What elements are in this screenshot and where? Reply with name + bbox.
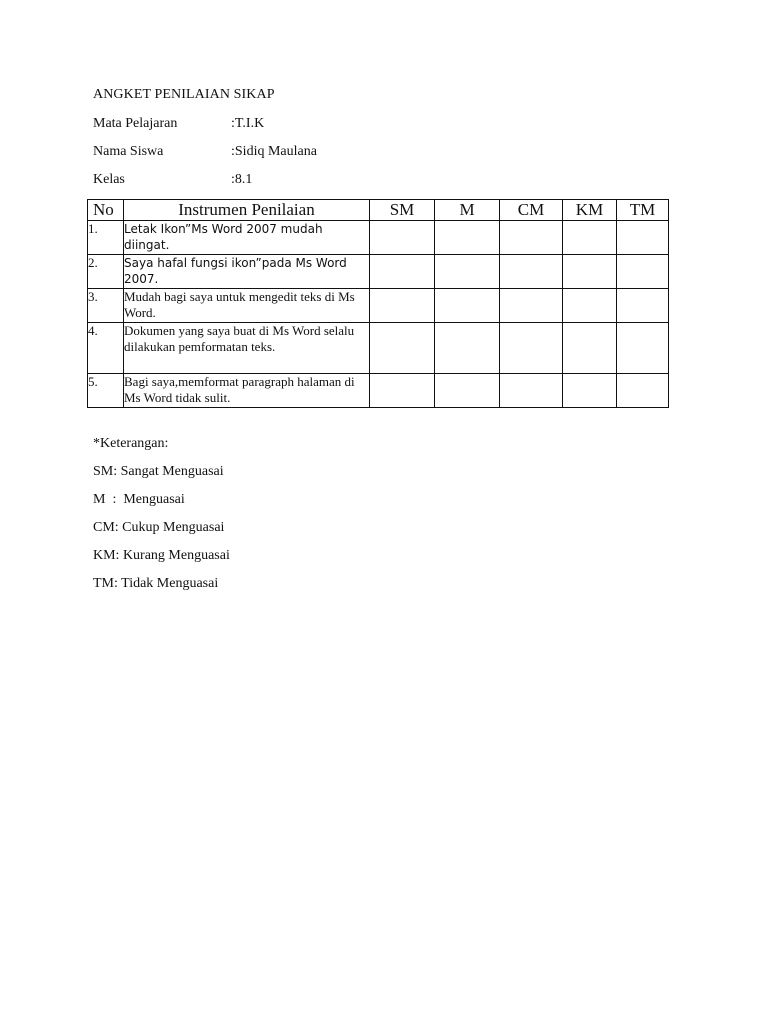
header-sm: SM [370,200,435,221]
rating-cell-km[interactable] [563,374,617,408]
row-number: 4. [88,323,124,374]
table-row [88,289,669,323]
rating-cell-m[interactable] [435,221,500,255]
row-statement: Bagi saya,memformat paragraph halaman di Ms Word tidak sulit. [124,374,370,408]
header-cm: CM [500,200,563,221]
meta-row-student-name [93,144,493,164]
header-km: KM [563,200,617,221]
row-statement: Saya hafal fungsi ikon”pada Ms Word 2007. [124,255,370,289]
rating-cell-m[interactable] [435,289,500,323]
rating-cell-km[interactable] [563,289,617,323]
row-number: 2. [88,255,124,289]
table-header-row [88,200,669,221]
rating-cell-km[interactable] [563,323,617,374]
legend-item-m: M : Menguasai [93,492,185,507]
meta-label: Kelas [93,172,125,187]
table-row [88,374,669,408]
assessment-table [87,199,669,408]
meta-label: Nama Siswa [93,144,164,159]
row-statement: Mudah bagi saya untuk mengedit teks di Ms Word. [124,289,370,323]
rating-cell-m[interactable] [435,255,500,289]
rating-cell-sm[interactable] [370,289,435,323]
header-no: No [88,200,124,221]
row-number: 1. [88,221,124,255]
rating-cell-cm[interactable] [500,255,563,289]
rating-cell-tm[interactable] [617,323,669,374]
row-number: 3. [88,289,124,323]
rating-cell-m[interactable] [435,323,500,374]
row-number: 5. [88,374,124,408]
rating-cell-cm[interactable] [500,221,563,255]
rating-cell-tm[interactable] [617,255,669,289]
row-statement: Dokumen yang saya buat di Ms Word selalu dilakukan pemformatan teks. [124,323,370,374]
rating-cell-sm[interactable] [370,255,435,289]
table-row [88,323,669,374]
rating-cell-km[interactable] [563,255,617,289]
header-m: M [435,200,500,221]
meta-value: :Sidiq Maulana [231,144,317,159]
legend-item-cm: CM: Cukup Menguasai [93,520,225,535]
rating-cell-tm[interactable] [617,221,669,255]
rating-cell-km[interactable] [563,221,617,255]
legend-item-km: KM: Kurang Menguasai [93,548,230,563]
legend-item-sm: SM: Sangat Menguasai [93,464,224,479]
rating-cell-cm[interactable] [500,323,563,374]
header-tm: TM [617,200,669,221]
row-statement: Letak Ikon”Ms Word 2007 mudah diingat. [124,221,370,255]
meta-row-subject [93,116,493,136]
table-row [88,221,669,255]
rating-cell-sm[interactable] [370,221,435,255]
meta-value: :8.1 [231,172,253,187]
table-row [88,255,669,289]
document-title: ANGKET PENILAIAN SIKAP [93,87,275,102]
header-instrument: Instrumen Penilaian [124,200,370,221]
meta-label: Mata Pelajaran [93,116,178,131]
rating-cell-cm[interactable] [500,289,563,323]
rating-cell-m[interactable] [435,374,500,408]
rating-cell-tm[interactable] [617,374,669,408]
meta-value: :T.I.K [231,116,265,131]
rating-cell-tm[interactable] [617,289,669,323]
legend-item-tm: TM: Tidak Menguasai [93,576,219,591]
legend-title: *Keterangan: [93,436,169,451]
rating-cell-sm[interactable] [370,323,435,374]
rating-cell-sm[interactable] [370,374,435,408]
rating-cell-cm[interactable] [500,374,563,408]
meta-row-class [93,172,493,192]
